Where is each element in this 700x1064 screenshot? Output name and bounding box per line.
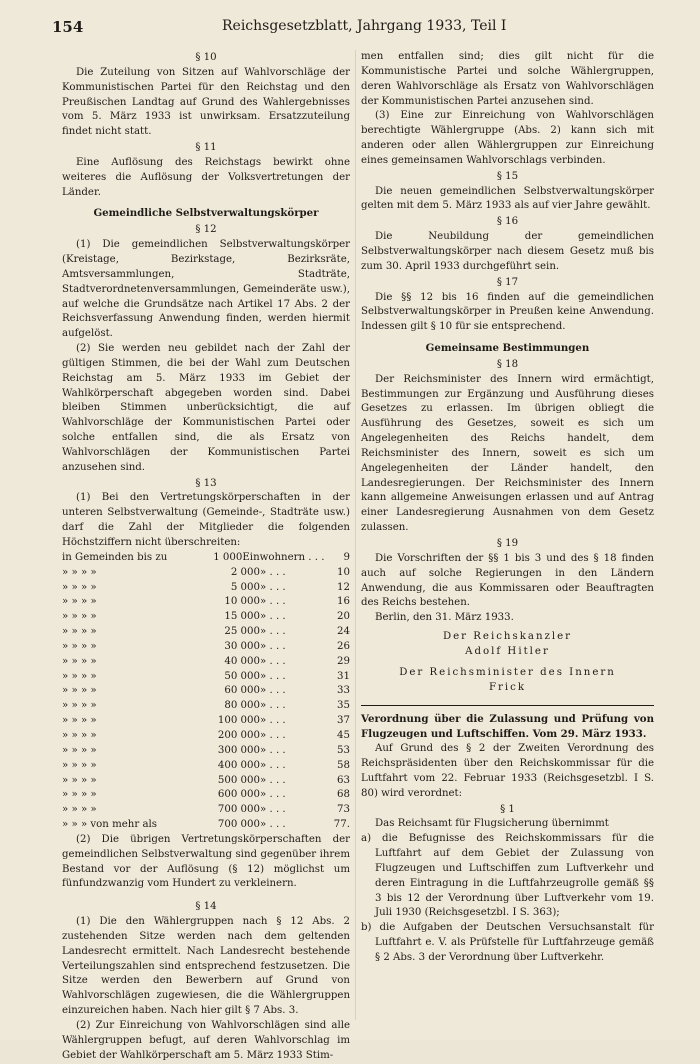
right-column [361,50,654,966]
table-row: » » » » 25 000 » . . . 24 [62,626,350,638]
date-line: Berlin, den 31. März 1933. [375,612,514,624]
table-row: » » » » 60 000 » . . . 33 [62,685,350,697]
section-14-continuation: men entfallen sind; dies gilt nicht für die Kommunistische Partei und solche Wählergruppen, deren Wahlvorschläge als Ersatz von Wahlvorschlägen der Kommunistischen Partei anzusehen sind. [361,51,654,107]
section-14-para-3: (3) Eine zur Einreichung von Wahlvorschlägen berechtigte Wählergruppe (Abs. 2) kann sich mit anderen oder allen Wählergruppen zur Einreichung eines gemeinsamen Wahlvorschlags verbinden. [361,110,654,166]
signature-name-frick: Frick [488,681,527,693]
running-title: Reichsgesetzblatt, Jahrgang 1933, Teil I [222,18,507,34]
table-row: in Gemeinden bis zu 1 000 Einwohnern . . . 9 [62,551,350,563]
section-17-text: Die §§ 12 bis 16 finden auf die gemeindlichen Selbstverwaltungskörper in Preußen keine Anwendung. Indessen gilt § 10 für sie entsprechend. [361,291,654,333]
section-11-heading: § 11 [195,142,217,154]
page-number: 154 [52,18,84,36]
section-14-heading: § 14 [195,901,217,913]
table-row: » » » » 700 000 » . . . 73 [62,804,350,816]
section-19-text: Die Vorschriften der §§ 1 bis 3 und des § 18 finden auch auf solche Regierungen in den Ländern Anwendung, die aus Kommissaren oder Beauftragten des Reichs bestehen. [361,552,654,609]
verordnung-title: Verordnung über die Zulassung und Prüfung von Flugzeugen und Luftschiffen. Vom 29. März 1933. [361,713,654,741]
table-row: » » » » 600 000 » . . . 68 [62,789,350,801]
page-header [52,18,664,40]
signature-title-interior: Der Reichsminister des Innern [399,666,616,678]
section-15-heading: § 15 [496,170,519,182]
section-10-text: Die Zuteilung von Sitzen auf Wahlvorschläge der Kommunistischen Partei für den Reichstag und den Preußischen Landtag auf Grund des Wahlergebnisses vom 5. März 1933 ist unwirksam. Ersatzzuteilung findet nicht statt. [62,66,350,138]
section-12-para-1: (1) Die gemeindlichen Selbstverwaltungskörper (Kreistage, Bezirkstage, Bezirksräte, Amtsversammlungen, Stadträte, Stadtverordnetenversammlungen, Gemeinderäte usw.), auf welche die Grundsätze nach Artikel 17 Abs. 2 der Reichsverfassung Anwendung finden, werden hiermit aufgelöst. [62,239,350,340]
left-column [62,50,350,1064]
section-17-heading: § 17 [496,276,519,288]
section-11-text: Eine Auflösung des Reichstags bewirkt ohne weiteres die Auflösung der Volksvertretungen der Länder. [62,156,350,198]
section-10-heading: § 10 [195,52,217,63]
section-18-text: Der Reichsminister des Innern wird ermächtigt, Bestimmungen zur Ergänzung und Ausführung dieses Gesetzes zu erlassen. Im übrigen obliegt die Ausführung des Gesetzes, soweit es sich um Angelegenheiten des Reichs handelt, dem Reichsminister des Innern, soweit es sich um Angelegenheiten der Länder handelt, den Landesregierungen. Der Reichsminister des Innern kann allgemeine Anweisungen erlassen und auf Antrag einer Landesregierung Ausnahmen von dem Gesetz zulassen. [361,373,654,534]
section-13-heading: § 13 [195,477,217,489]
table-row: » » » » 400 000 » . . . 58 [62,759,350,771]
member-limits-table [62,551,350,833]
table-row: » » » von mehr als 700 000 » . . . 77. [62,819,350,831]
table-row: » » » » 2 000 » . . . 10 [62,566,350,578]
table-row: » » » » 100 000 » . . . 37 [62,715,350,727]
verordnung-section-1-heading: § 1 [500,803,515,815]
verordnung-section-1-lead: Das Reichsamt für Flugsicherung übernimmt [375,818,609,830]
section-18-heading: § 18 [496,358,519,370]
gemeinsame-heading: Gemeinsame Bestimmungen [425,342,590,355]
section-13-para-1: (1) Bei den Vertretungskörperschaften in der unteren Selbstverwaltung (Gemeinde-, Stadträte usw.) darf die Zahl der Mitglieder die folgenden Höchstziffern nicht überschreiten: [62,492,350,548]
section-12-para-2: (2) Sie werden neu gebildet nach der Zahl der gültigen Stimmen, die bei der Wahl zum Deutschen Reichstag am 5. März 1933 im Gebiet der Wahlkörperschaft abgegeben worden sind. Dabei bleiben Stimmen unberücksichtigt, die auf Wahlvorschläge der Kommunistischen Partei oder solche entfallen sind, die als Ersatz von Wahlvorschlägen der Kommunistischen Partei anzusehen sind. [62,343,350,473]
section-13-para-2: (2) Die übrigen Vertretungskörperschaften der gemeindlichen Selbstverwaltung sind gegenüber ihrem Bestand vor der Auflösung (§ 12) möglichst um fünfundzwanzig vom Hundert zu verkleinern. [62,833,350,890]
table-row: » » » » 300 000 » . . . 53 [62,744,350,756]
section-12-heading: § 12 [195,224,217,236]
table-row: » » » » 15 000 » . . . 20 [62,611,350,623]
table-row: » » » » 80 000 » . . . 35 [62,700,350,712]
table-row: » » » » 40 000 » . . . 29 [62,655,350,667]
table-row: » » » » 50 000 » . . . 31 [62,670,350,682]
signature-name-hitler: Adolf Hitler [465,645,550,657]
table-row: » » » » 500 000 » . . . 63 [62,774,350,786]
table-row: » » » » 10 000 » . . . 16 [62,596,350,608]
section-15-text: Die neuen gemeindlichen Selbstverwaltungskörper gelten mit dem 5. März 1933 als auf vier Jahre gewählt. [361,185,654,212]
section-16-heading: § 16 [496,216,519,228]
verordnung-item-b: b) die Aufgaben der Deutschen Versuchsanstalt für Luftfahrt e. V. als Prüfstelle für Luftfahrzeuge gemäß § 2 Abs. 3 der Verordnung über Luftverkehr. [361,922,654,963]
section-14-para-2: (2) Zur Einreichung von Wahlvorschlägen sind alle Wählergruppen befugt, auf deren Wahlvorschlag im Gebiet der Wahlkörperschaft am 5. März 1933 Stim- [62,1020,350,1061]
section-19-heading: § 19 [496,538,519,549]
column-gutter [355,50,356,1020]
section-divider [361,705,654,706]
verordnung-item-a: a) die Befugnisse des Reichskommissars für die Luftfahrt auf dem Gebiet der Zulassung von Flugzeugen und Luftschiffen zum Luftverkehr und deren Eintragung in die Luftfahrzeugrolle gemäß §§ 3 bis 12 der Verordnung über Luftverkehr vom 19. Juli 1930 (Reichsgesetzbl. I S. 363); [361,833,654,919]
verordnung-intro: Auf Grund des § 2 der Zweiten Verordnung des Reichspräsidenten über den Reichskommissar für die Luftfahrt vom 22. Februar 1933 (Reichsgesetzbl. I S. 80) wird verordnet: [361,743,654,799]
table-row: » » » » 200 000 » . . . 45 [62,729,350,741]
section-14-para-1: (1) Die den Wählergruppen nach § 12 Abs. 2 zustehenden Sitze werden nach dem geltenden Landesrecht ermittelt. Nach Landesrecht bestehende Verteilungszahlen sind entsprechend festzusetzen. Die Sitze werden den Bewerbern auf Grund von Wahlvorschlägen zugewiesen, die die Wählergruppen einzureichen haben. Nach hier gilt § 7 Abs. 3. [62,916,350,1017]
table-row: » » » » 30 000 » . . . 26 [62,640,350,652]
signature-title-chancellor: Der Reichskanzler [442,631,573,643]
gemeindliche-heading: Gemeindliche Selbstverwaltungskörper [93,207,319,220]
section-16-text: Die Neubildung der gemeindlichen Selbstverwaltungskörper nach diesem Gesetz muß bis zum 30. April 1933 durchgeführt sein. [361,231,654,272]
table-row: » » » » 5 000 » . . . 12 [62,581,350,593]
